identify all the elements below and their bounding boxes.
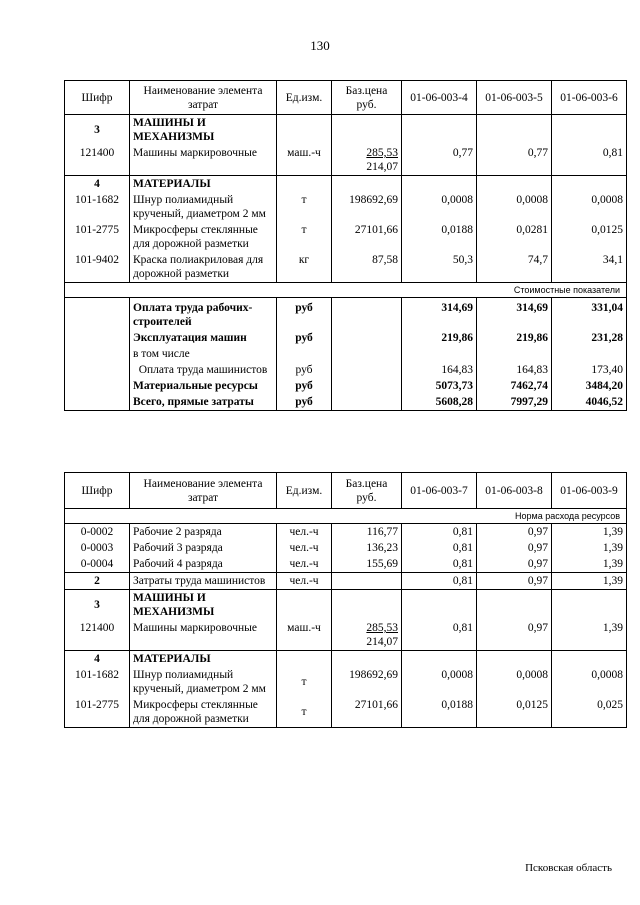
table-row: 0-0003 Рабочий 3 разряда чел.-ч 136,23 0,81 0,97 1,39: [65, 540, 627, 556]
summary-row: Оплата труда рабочих-строителей руб 314,69 314,69 331,04: [65, 298, 627, 331]
subheader-row: [65, 283, 627, 298]
section-title: МАШИНЫ И МЕХАНИЗМЫ: [130, 590, 277, 621]
table-row: 121400 Машины маркировочные маш.-ч 285,53 214,07 0,77 0,77 0,81: [65, 145, 627, 176]
table-header-row: [65, 473, 627, 509]
header-col-2: 01-06-003-5: [477, 81, 552, 115]
summary-row: Оплата труда машинистов руб 164,83 164,83 173,40: [65, 362, 627, 378]
summary-row: Материальные ресурсы руб 5073,73 7462,74 3484,20: [65, 378, 627, 394]
table-row: 101-2775 Микросферы стеклянные для дорожной разметки т 27101,66 0,0188 0,0125 0,025: [65, 697, 627, 728]
header-unit: Ед.изм.: [277, 81, 332, 115]
table-row: 101-1682 Шнур полиамидный крученый, диаметром 2 мм т 198692,69 0,0008 0,0008 0,0008: [65, 192, 627, 222]
header-price: Баз.цена руб.: [332, 81, 402, 115]
summary-row: Эксплуатация машин руб 219,86 219,86 231,28: [65, 330, 627, 346]
table-row: 0-0004 Рабочий 4 разряда чел.-ч 155,69 0,81 0,97 1,39: [65, 556, 627, 573]
subheader-label: Норма расхода ресурсов: [65, 509, 627, 524]
section-row: 4 МАТЕРИАЛЫ: [65, 176, 627, 193]
section-title: МАШИНЫ И МЕХАНИЗМЫ: [130, 115, 277, 146]
header-code: Шифр: [65, 473, 130, 509]
header-unit: Ед.изм.: [277, 473, 332, 509]
table-row: 0-0002 Рабочие 2 разряда чел.-ч 116,77 0,81 0,97 1,39: [65, 524, 627, 541]
subheader-row: [65, 509, 627, 524]
header-code: Шифр: [65, 81, 130, 115]
cost-table-1: [64, 80, 627, 411]
section-title: МАТЕРИАЛЫ: [130, 651, 277, 668]
summary-row: в том числе: [65, 346, 627, 362]
page-number: 130: [310, 38, 330, 53]
section-row: 4 МАТЕРИАЛЫ: [65, 651, 627, 668]
table-row: 121400 Машины маркировочные маш.-ч 285,53 214,07 0,81 0,97 1,39: [65, 620, 627, 651]
header-col-1: 01-06-003-4: [402, 81, 477, 115]
footer-region: Псковская область: [525, 862, 612, 874]
section-row: 3 МАШИНЫ И МЕХАНИЗМЫ: [65, 590, 627, 621]
header-col-1: 01-06-003-7: [402, 473, 477, 509]
section-row: 3 МАШИНЫ И МЕХАНИЗМЫ: [65, 115, 627, 146]
header-col-2: 01-06-003-8: [477, 473, 552, 509]
table-header-row: [65, 81, 627, 115]
cost-table-2: [64, 472, 627, 728]
table-row: 2 Затраты труда машинистов чел.-ч 0,81 0,97 1,39: [65, 573, 627, 590]
subheader-label: Стоимостные показатели: [65, 283, 627, 298]
section-title: МАТЕРИАЛЫ: [130, 176, 277, 193]
header-col-3: 01-06-003-6: [552, 81, 627, 115]
header-name: Наименование элемента затрат: [130, 81, 277, 115]
header-col-3: 01-06-003-9: [552, 473, 627, 509]
header-name: Наименование элемента затрат: [130, 473, 277, 509]
table-row: 101-9402 Краска полиакриловая для дорожной разметки кг 87,58 50,3 74,7 34,1: [65, 252, 627, 283]
summary-row: Всего, прямые затраты руб 5608,28 7997,29 4046,52: [65, 394, 627, 411]
table-row: 101-2775 Микросферы стеклянные для дорожной разметки т 27101,66 0,0188 0,0281 0,0125: [65, 222, 627, 252]
header-price: Баз.цена руб.: [332, 473, 402, 509]
table-row: 101-1682 Шнур полиамидный крученый, диаметром 2 мм т 198692,69 0,0008 0,0008 0,0008: [65, 667, 627, 697]
